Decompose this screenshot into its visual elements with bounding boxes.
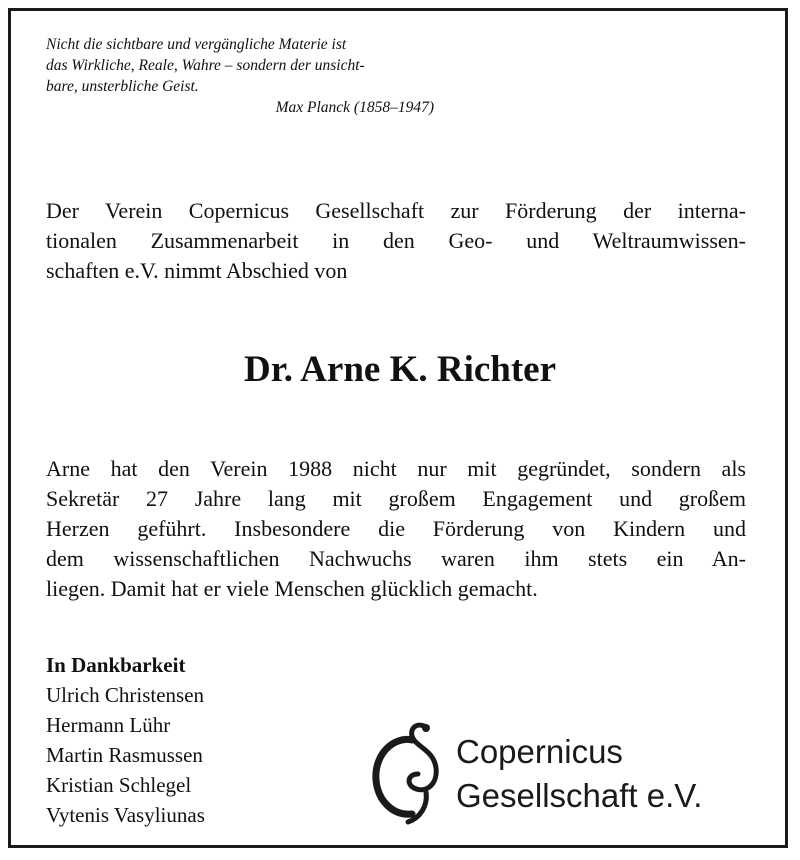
- quote-author: Max Planck (1858–1947): [275, 99, 434, 116]
- signatory-name: Kristian Schlegel: [46, 773, 192, 797]
- intro-paragraph: [46, 196, 746, 286]
- signatory-name: Hermann Lühr: [46, 713, 171, 737]
- intro-line: schaften e.V. nimmt Abschied von: [46, 258, 348, 283]
- tribute-line: Arne hat den Verein 1988 nicht nur mit gegründet, sondern als: [46, 456, 746, 481]
- planck-quote: [46, 34, 446, 118]
- deceased-name: Dr. Arne K. Richter: [243, 349, 557, 390]
- intro-line: Der Verein Copernicus Gesellschaft zur Förderung der interna-: [46, 198, 746, 223]
- quote-line: das Wirkliche, Reale, Wahre – sondern der unsicht-: [46, 57, 365, 74]
- tribute-paragraph: [46, 454, 746, 604]
- logo-wordmark: [456, 730, 702, 818]
- signatory-name: Martin Rasmussen: [46, 743, 203, 767]
- tribute-line: liegen. Damit hat er viele Menschen glücklich gemacht.: [46, 576, 538, 601]
- quote-line: Nicht die sichtbare und vergängliche Materie ist: [46, 36, 347, 53]
- copernicus-logo: [368, 718, 768, 828]
- signatories-heading: In Dankbarkeit: [46, 653, 186, 677]
- copernicus-cg-monogram-icon: [368, 718, 452, 828]
- intro-line: tionalen Zusammenarbeit in den Geo- und Weltraumwissen-: [46, 228, 746, 253]
- logo-line-1: Copernicus: [456, 733, 623, 770]
- quote-line: bare, unsterbliche Geist.: [46, 78, 199, 95]
- logo-line-2: Gesellschaft e.V.: [456, 777, 703, 814]
- signatory-name: Vytenis Vasyliunas: [46, 803, 205, 827]
- tribute-line: dem wissenschaftlichen Nachwuchs waren ihm stets ein An-: [46, 546, 746, 571]
- signatories-block: [46, 650, 205, 830]
- tribute-line: Sekretär 27 Jahre lang mit großem Engagement und großem: [46, 486, 746, 511]
- tribute-line: Herzen geführt. Insbesondere die Förderung von Kindern und: [46, 516, 746, 541]
- signatory-name: Ulrich Christensen: [46, 683, 205, 707]
